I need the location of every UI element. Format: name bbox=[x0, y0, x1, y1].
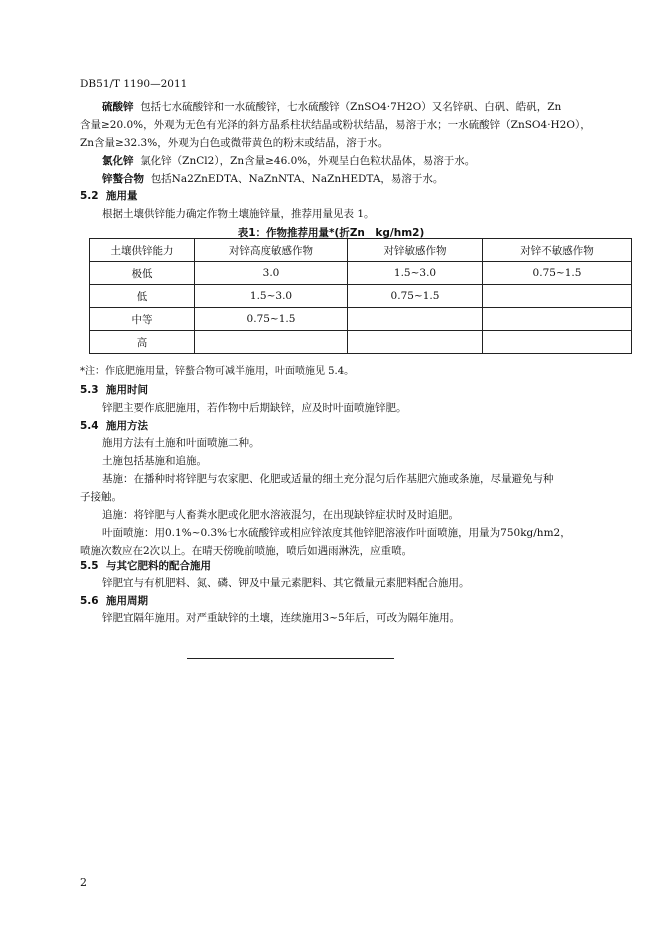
table-cell: 中等 bbox=[90, 308, 195, 331]
recommendation-table bbox=[89, 238, 632, 354]
page-number: 2 bbox=[80, 876, 87, 889]
section-5-4-p3a: 基施：在播种时将锌肥与农家肥、化肥或适量的细土充分混匀后作基肥穴施或条施，尽量避免与种 bbox=[102, 473, 554, 485]
section-5-2-text: 根据土壤供锌能力确定作物土壤施锌量，推荐用量见表 1。 bbox=[102, 208, 375, 220]
document-code: DB51/T 1190—2011 bbox=[80, 78, 188, 90]
section-5-4-p2: 土施包括基施和追施。 bbox=[102, 455, 207, 467]
table-header-row bbox=[90, 239, 632, 262]
section-5-3-text: 锌肥主要作底肥施用，若作物中后期缺锌，应及时叶面喷施锌肥。 bbox=[102, 402, 407, 414]
section-5-4-heading: 5.4 施用方法 bbox=[80, 420, 148, 432]
section-5-4-p4: 追施：将锌肥与人畜粪水肥或化肥水溶液混匀，在出现缺锌症状时及时追肥。 bbox=[102, 509, 459, 521]
zinc-sulfate-line2: 含量≥20.0%，外观为无色有光泽的斜方晶系柱状结晶或粉状结晶，易溶于水；一水硫酸锌（ZnSO4·H2O）， bbox=[80, 119, 591, 131]
table-cell: 低 bbox=[90, 285, 195, 308]
table-cell: 0.75~1.5 bbox=[195, 308, 348, 331]
table-header-cell: 对锌敏感作物 bbox=[348, 239, 483, 262]
table-row bbox=[90, 262, 632, 285]
table-cell: 0.75~1.5 bbox=[348, 285, 483, 308]
zinc-chelate-text: 包括Na2ZnEDTA、NaZnNTA、NaZnHEDTA，易溶于水。 bbox=[150, 173, 444, 185]
table-cell bbox=[483, 285, 632, 308]
section-5-5-heading: 5.5 与其它肥料的配合施用 bbox=[80, 560, 211, 572]
section-5-3-heading: 5.3 施用时间 bbox=[80, 384, 148, 396]
zinc-sulfate-line1: 包括七水硫酸锌和一水硫酸锌，七水硫酸锌（ZnSO4·7H2O）又名锌矾、白矾、皓矾，Zn bbox=[140, 101, 562, 113]
end-rule bbox=[187, 658, 394, 659]
table-cell bbox=[483, 331, 632, 354]
zinc-sulfate-line3: Zn含量≥32.3%，外观为白色或微带黄色的粉末或结晶，溶于水。 bbox=[80, 137, 389, 149]
section-5-2-heading: 5.2 施用量 bbox=[80, 190, 138, 202]
table-cell: 1.5~3.0 bbox=[195, 285, 348, 308]
table-footnote: *注：作底肥施用量，锌螯合物可减半施用，叶面喷施见 5.4。 bbox=[80, 366, 355, 377]
section-5-4-p3b: 子接触。 bbox=[80, 491, 122, 503]
table-cell: 1.5~3.0 bbox=[348, 262, 483, 285]
section-5-6-text: 锌肥宜隔年施用。对严重缺锌的土壤，连续施用3~5年后，可改为隔年施用。 bbox=[102, 612, 461, 624]
table-cell bbox=[195, 331, 348, 354]
table-cell: 0.75~1.5 bbox=[483, 262, 632, 285]
table-cell bbox=[348, 308, 483, 331]
zinc-chelate-entry bbox=[80, 170, 600, 188]
table-cell: 极低 bbox=[90, 262, 195, 285]
terms-block bbox=[80, 98, 600, 188]
section-5-5-text: 锌肥宜与有机肥料、氮、磷、钾及中量元素肥料、其它微量元素肥料配合施用。 bbox=[102, 577, 470, 589]
section-5-4-p5a: 叶面喷施：用0.1%~0.3%七水硫酸锌或相应锌浓度其他锌肥溶液作叶面喷施，用量为750kg/hm2， bbox=[102, 527, 571, 539]
table-cell bbox=[348, 331, 483, 354]
table-row bbox=[90, 285, 632, 308]
table-title: 表1：作物推荐用量*(折Zn kg/hm2) bbox=[237, 227, 425, 239]
table-header-cell: 对锌高度敏感作物 bbox=[195, 239, 348, 262]
section-5-4-p5b: 喷施次数应在2次以上。在晴天傍晚前喷施，喷后如遇雨淋洗，应重喷。 bbox=[80, 545, 413, 557]
zinc-chloride-entry bbox=[80, 152, 600, 170]
term-zinc-sulfate: 硫酸锌 bbox=[102, 101, 134, 113]
table-row bbox=[90, 331, 632, 354]
table-row bbox=[90, 308, 632, 331]
section-5-4-body bbox=[80, 434, 600, 560]
section-5-4-p1: 施用方法有土施和叶面喷施二种。 bbox=[102, 437, 260, 449]
table-cell bbox=[483, 308, 632, 331]
zinc-sulfate-entry bbox=[80, 98, 600, 116]
table-cell: 高 bbox=[90, 331, 195, 354]
zinc-chloride-text: 氯化锌（ZnCl2），Zn含量≥46.0%，外观呈白色粒状晶体，易溶于水。 bbox=[140, 155, 476, 167]
table-header-cell: 土壤供锌能力 bbox=[90, 239, 195, 262]
term-zinc-chloride: 氯化锌 bbox=[102, 155, 134, 167]
section-5-6-heading: 5.6 施用周期 bbox=[80, 595, 148, 607]
table-header-cell: 对锌不敏感作物 bbox=[483, 239, 632, 262]
table-cell: 3.0 bbox=[195, 262, 348, 285]
term-zinc-chelate: 锌螯合物 bbox=[102, 173, 144, 185]
